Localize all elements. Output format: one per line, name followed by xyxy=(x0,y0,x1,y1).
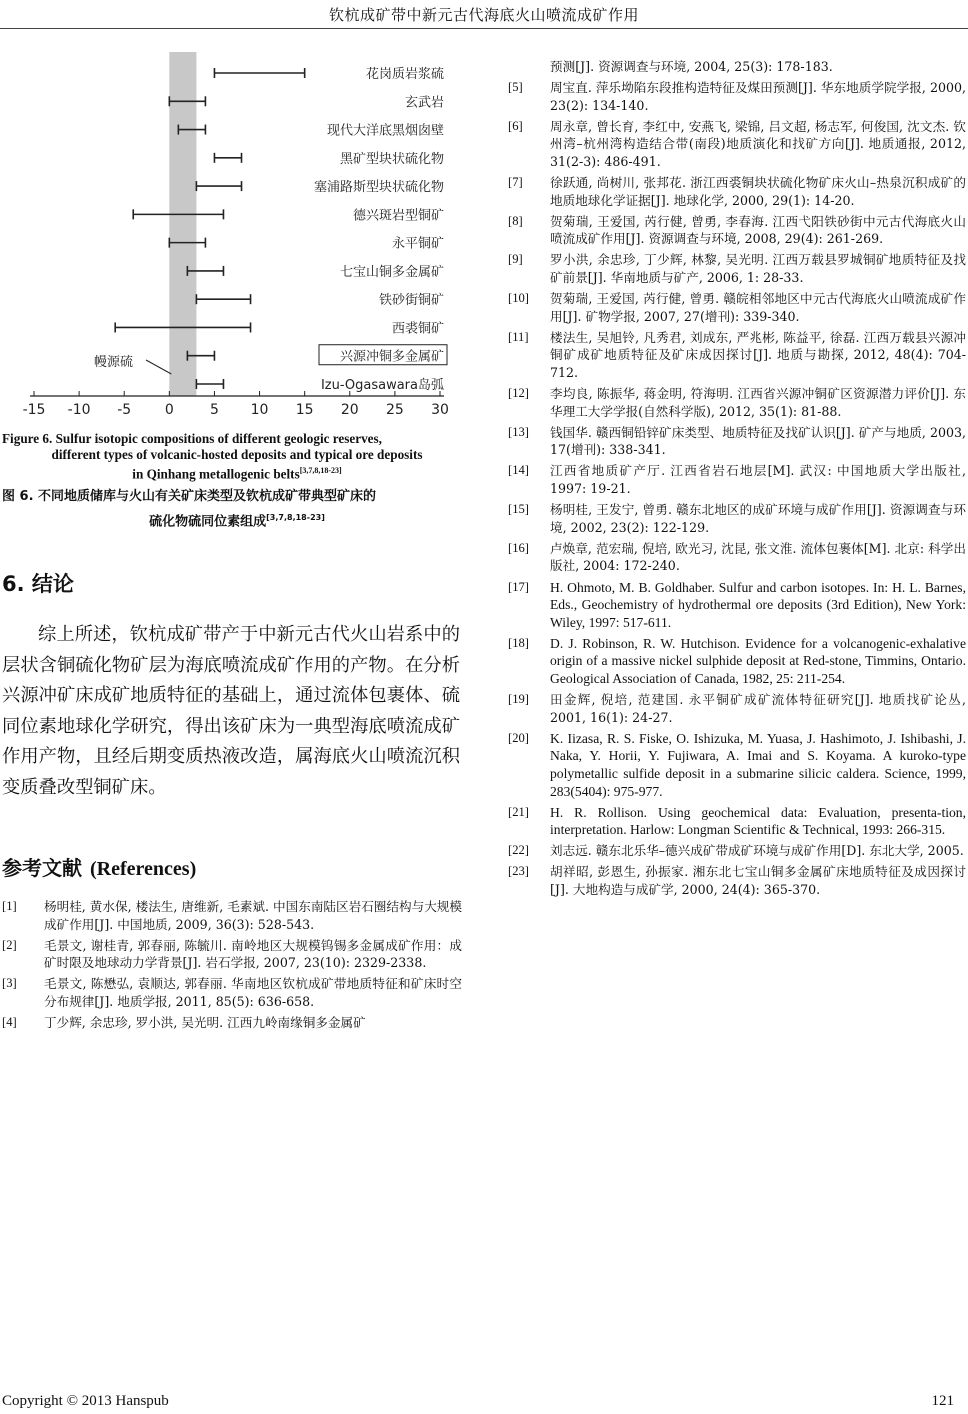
mantle-sulfur-leader xyxy=(146,360,171,374)
reference-text: 徐跃通, 尚树川, 张邦花. 浙江西裘铜块状硫化物矿床火山–热泉沉积成矿的地质地球化学证据[J]. 地球化学, 2000, 29(1): 14-20. xyxy=(550,175,966,208)
header-rule xyxy=(0,28,968,29)
footer-copyright: Copyright © 2013 Hanspub xyxy=(2,1393,169,1409)
reference-text: 预测[J]. 资源调查与环境, 2004, 25(3): 178-183. xyxy=(550,59,833,74)
reference-item xyxy=(508,635,966,688)
sulfur-isotope-chart xyxy=(12,48,452,422)
row-label: 塞浦路斯型块状硫化物 xyxy=(313,180,444,196)
caption-zh-refs: [3,7,8,18-23] xyxy=(266,513,325,522)
section-title: 6. 结论 xyxy=(2,572,74,596)
reference-number: [22] xyxy=(508,843,529,858)
reference-text: 卢焕章, 范宏瑞, 倪培, 欧光习, 沈昆, 张文淮. 流体包裹体[M]. 北京: 科学出版社, 2004: 172-240. xyxy=(550,540,966,574)
reference-number: [3] xyxy=(2,976,17,991)
reference-text: 周宝直. 萍乐坳陷东段推构造特征及煤田预测[J]. 华东地质学院学报, 2000, 23(2): 134-140. xyxy=(550,80,966,113)
row-label: 德兴斑岩型铜矿 xyxy=(352,208,444,224)
reference-text: H. R. Rollison. Using geochemical data: Evaluation, presenta-tion, interpretation. Harlow: Longman Scientific & Technical, 1993: 266-315. xyxy=(550,804,966,838)
reference-text: K. Iizasa, R. S. Fiske, O. Ishizuka, M. Yuasa, J. Hashimoto, J. Ishibashi, J. Naka, Y. Horii, Y. Fujiwara, A. Imai and S. Koyama. A kuroko-type polymetallic sulfide deposit in a submarine silicic caldera. Science, 1999, 283(5404): 975-977. xyxy=(550,730,966,799)
reference-text: 贺菊瑞, 王爱国, 芮行健, 曾勇, 李春海. 江西弋阳铁砂街中元古代海底火山喷流成矿作用[J]. 资源调查与环境, 2008, 29(4): 261-269. xyxy=(550,213,966,247)
caption-en-line3: in Qinhang metallogenic belts xyxy=(132,466,300,482)
row-label: 现代大洋底黑烟囱壁 xyxy=(326,123,444,139)
references-title-en: (References) xyxy=(90,858,197,880)
caption-zh-line2: 硫化物硫同位素组成 xyxy=(149,514,267,530)
running-header: 钦杭成矿带中新元古代海底火山喷流成矿作用 xyxy=(328,6,639,24)
reference-text: 贺菊瑞, 王爱国, 芮行健, 曾勇. 赣皖相邻地区中元古代海底火山喷流成矿作用[J]. 矿物学报, 2007, 27(增刊): 339-340. xyxy=(550,291,966,324)
reference-item xyxy=(508,863,966,898)
x-tick-label: 0 xyxy=(164,402,174,418)
reference-number: [5] xyxy=(508,80,523,95)
reference-item xyxy=(508,462,966,497)
references-title xyxy=(2,852,196,881)
x-tick-label: -10 xyxy=(67,402,91,418)
reference-number: [2] xyxy=(2,937,17,952)
caption-zh-line1: 图 6. 不同地质储库与火山有关矿床类型及钦杭成矿带典型矿床的 xyxy=(2,489,377,504)
reference-text: 胡祥昭, 彭恩生, 孙振家. 湘东北七宝山铜多金属矿床地质特征及成因探讨[J]. 大地构造与成矿学, 2000, 24(4): 365-370. xyxy=(550,864,966,898)
reference-number: [15] xyxy=(508,502,529,517)
figure-caption-en xyxy=(2,431,472,482)
reference-text: 毛景文, 谢桂青, 郭春丽, 陈毓川. 南岭地区大规模钨锡多金属成矿作用：成矿时限及地球动力学背景[J]. 岩石学报, 2007, 23(10): 2329-2338. xyxy=(44,937,462,971)
x-tick-label: 15 xyxy=(295,402,314,418)
reference-text: 江西省地质矿产厅. 江西省岩石地层[M]. 武汉: 中国地质大学出版社, 1997: 19-21. xyxy=(550,463,966,497)
reference-text: 毛景文, 陈懋弘, 袁顺达, 郭春丽. 华南地区钦杭成矿带地质特征和矿床时空分布规律[J]. 地质学报, 2011, 85(5): 636-658. xyxy=(44,976,462,1009)
reference-number: [16] xyxy=(508,540,529,555)
reference-item xyxy=(508,58,966,76)
reference-text: 钱国华. 赣西铜铅锌矿床类型、地质特征及找矿认识[J]. 矿产与地质, 2003, 17(增刊): 338-341. xyxy=(550,424,966,458)
reference-number: [19] xyxy=(508,692,529,707)
reference-item xyxy=(508,842,966,860)
reference-number: [23] xyxy=(508,864,529,879)
reference-item xyxy=(508,424,966,459)
reference-item xyxy=(508,730,966,800)
reference-text: H. Ohmoto, M. B. Goldhaber. Sulfur and carbon isotopes. In: H. L. Barnes, Eds., Geochemistry of hydrothermal ore deposits (3rd Edition), New York: Wiley, 1997: 517-611. xyxy=(550,579,966,630)
reference-number: [1] xyxy=(2,899,17,913)
reference-number: [4] xyxy=(2,1015,17,1030)
caption-en-line2: different types of volcanic-hosted deposits and typical ore deposits xyxy=(51,447,423,462)
reference-number: [21] xyxy=(508,804,529,819)
row-label: 花岗质岩浆硫 xyxy=(365,67,444,82)
mantle-sulfur-label: 幔源硫 xyxy=(94,355,134,370)
row-label: 西裘铜矿 xyxy=(391,321,444,337)
reference-number: [6] xyxy=(508,118,523,133)
section-body: 综上所述，钦杭成矿带产于中新元古代火山岩系中的层状含铜硫化物矿层为海底喷流成矿作用的产物。在分析兴源冲矿床成矿地质特征的基础上，通过流体包裹体、硫同位素地球化学研究，得出该矿床为一典型海底喷流成矿作用产物，且经后期变质热液改造，属海底火山喷流沉积变质叠改型铜矿床。 xyxy=(2,624,460,798)
row-label: 兴源冲铜多金属矿 xyxy=(339,349,444,365)
reference-item xyxy=(508,804,966,839)
x-tick-label: 10 xyxy=(250,402,269,418)
reference-text: 杨明桂, 黄水保, 楼法生, 唐维新, 毛素斌. 中国东南陆区岩石圈结构与大规模成矿作用[J]. 中国地质, 2009, 36(3): 528-543. xyxy=(44,899,462,932)
reference-number: [10] xyxy=(508,291,529,306)
footer-page-number: 121 xyxy=(931,1393,954,1409)
reference-item xyxy=(508,251,966,286)
reference-number: [11] xyxy=(508,329,529,344)
reference-number: [13] xyxy=(508,424,529,439)
reference-text: 田金辉, 倪培, 范建国. 永平铜矿成矿流体特征研究[J]. 地质找矿论丛, 2001, 16(1): 24-27. xyxy=(550,692,966,725)
reference-number: [17] xyxy=(508,579,529,594)
reference-item xyxy=(508,579,966,632)
x-tick-label: -5 xyxy=(117,402,132,418)
reference-item xyxy=(2,937,462,972)
reference-item xyxy=(2,975,462,1010)
caption-en-line1: Figure 6. Sulfur isotopic compositions of different geologic reserves, xyxy=(2,431,382,446)
reference-item xyxy=(508,540,966,575)
reference-text: 周永章, 曾长育, 李红中, 安燕飞, 梁锦, 吕文超, 杨志军, 何俊国, 沈文杰. 钦州湾–杭州湾构造结合带(南段)地质演化和找矿方向[J]. 地质通报, 2012, 31(2-3): 486-491. xyxy=(550,118,966,169)
reference-number: [8] xyxy=(508,213,523,228)
reference-number: [9] xyxy=(508,252,523,267)
row-label: 永平铜矿 xyxy=(391,236,444,252)
reference-list-right xyxy=(508,58,966,902)
row-label: 黑矿型块状硫化物 xyxy=(339,151,444,167)
reference-number: [18] xyxy=(508,635,529,650)
reference-list-left xyxy=(2,898,462,1035)
reference-item xyxy=(508,501,966,536)
mantle-sulfur-band xyxy=(169,52,196,396)
reference-number: [14] xyxy=(508,463,529,478)
reference-number: [20] xyxy=(508,730,529,745)
reference-item xyxy=(2,1014,462,1032)
reference-item xyxy=(508,213,966,248)
caption-en-refs: [3,7,8,18-23] xyxy=(299,466,342,475)
reference-number: [12] xyxy=(508,386,529,401)
reference-text: 杨明桂, 王发宁, 曾勇. 赣东北地区的成矿环境与成矿作用[J]. 资源调查与环境, 2002, 23(2): 122-129. xyxy=(550,502,966,535)
figure-caption-zh xyxy=(2,486,472,532)
x-tick-label: 30 xyxy=(431,402,449,418)
reference-item xyxy=(2,898,462,933)
row-label: Izu-Ogasawara岛弧 xyxy=(320,378,444,393)
reference-text: 罗小洪, 余忠珍, 丁少辉, 林黎, 吴光明. 江西万载县罗城铜矿地质特征及找矿前景[J]. 华南地质与矿产, 2006, 1: 28-33. xyxy=(550,252,966,286)
reference-number: [7] xyxy=(508,175,523,190)
reference-text: 丁少辉, 余忠珍, 罗小洪, 吴光明. 江西九岭南缘铜多金属矿 xyxy=(44,1015,366,1031)
references-title-zh: 参考文献 xyxy=(2,856,82,880)
reference-text: 楼法生, 吴旭铃, 凡秀君, 刘成东, 严兆彬, 陈益平, 徐磊. 江西万载县兴源冲铜矿成矿地质特征及矿床成因探讨[J]. 地质与勘探, 2012, 48(4): 704-712. xyxy=(550,329,966,380)
row-label: 七宝山铜多金属矿 xyxy=(339,264,444,280)
x-tick-label: 20 xyxy=(340,402,359,418)
reference-item xyxy=(508,174,966,209)
row-label: 铁砂街铜矿 xyxy=(378,293,444,309)
reference-item xyxy=(508,329,966,382)
reference-text: D. J. Robinson, R. W. Hutchison. Evidence for a volcanogenic-exhalative origin of a massive nickel sulphide deposit at Red-stone, Timmins, Ontario. Geological Association of Canada, 1982, 25: 211-254. xyxy=(550,635,966,686)
reference-item xyxy=(508,385,966,420)
x-tick-label: 5 xyxy=(209,402,219,418)
reference-item xyxy=(508,118,966,171)
reference-text: 李均良, 陈振华, 蒋金明, 符海明. 江西省兴源冲铜矿区资源潜力评价[J]. 东华理工大学学报(自然科学版), 2012, 35(1): 81-88. xyxy=(550,386,966,419)
x-tick-label: -15 xyxy=(22,402,46,418)
row-label: 玄武岩 xyxy=(404,95,444,111)
reference-item xyxy=(508,290,966,325)
reference-text: 刘志远. 赣东北乐华–德兴成矿带成矿环境与成矿作用[D]. 东北大学, 2005. xyxy=(550,843,964,859)
reference-item xyxy=(508,79,966,114)
reference-item xyxy=(508,691,966,726)
x-tick-label: 25 xyxy=(385,402,404,418)
